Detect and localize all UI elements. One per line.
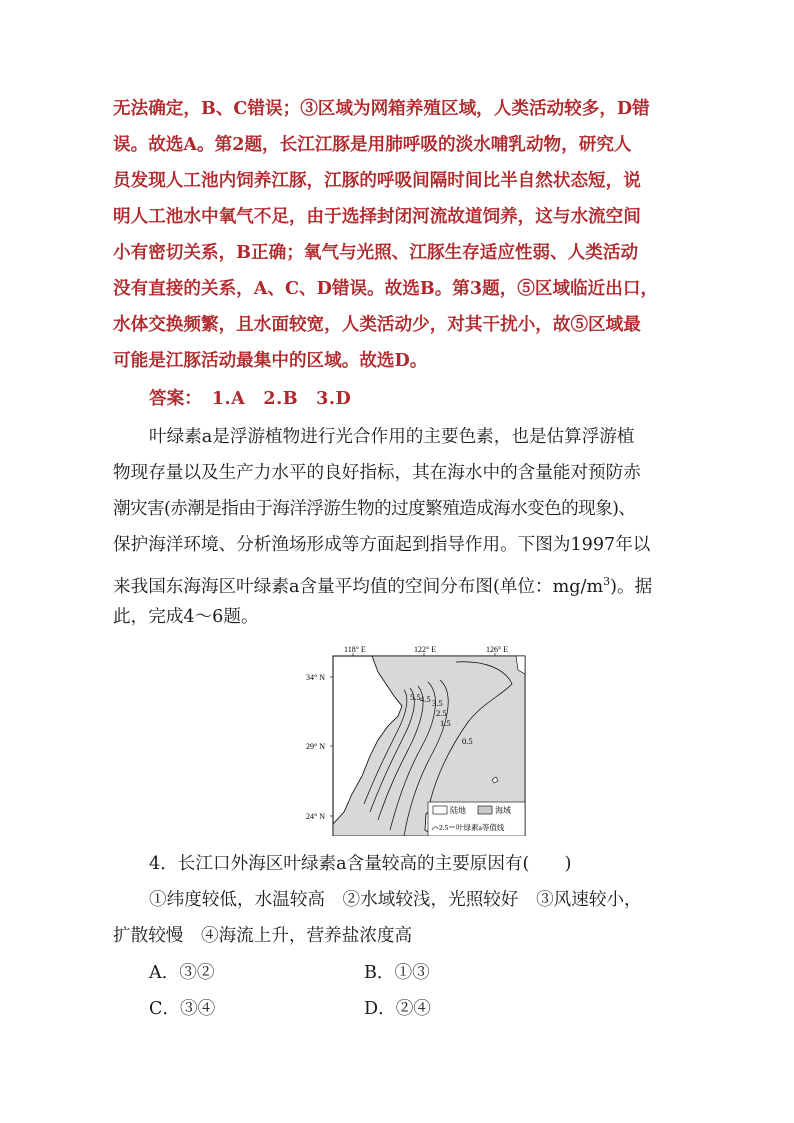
legend-land-swatch: [433, 806, 447, 814]
answer-item: 1.A: [211, 388, 246, 409]
superscript: 3: [603, 575, 611, 588]
intro-line: 叶绿素a是浮游植物进行光合作用的主要色素，也是估算浮游植: [149, 427, 635, 447]
lon-label: 122° E: [414, 645, 437, 654]
answer-item: 3.D: [316, 388, 352, 409]
explanation-line: 明人工池水中氧气不足，由于选择封闭河流故道饲养，这与水流空间: [113, 206, 641, 227]
contour-value: 1.5: [440, 718, 451, 728]
answer-line: [149, 383, 369, 415]
answer-label: 答案：: [149, 388, 202, 409]
contour-value: 2.5: [436, 708, 447, 718]
intro-line: 物现存量以及生产力水平的良好指标，其在海水中的含量能对预防赤: [113, 463, 641, 483]
legend-sea-label: 海域: [495, 806, 511, 815]
answer-item: 2.B: [263, 388, 299, 409]
legend-sea-swatch: [478, 806, 492, 814]
legend-contour-value: 2.5: [439, 823, 449, 832]
lat-label: 29° N: [306, 742, 325, 751]
explanation-line: 无法确定，B、C错误；③区域为网箱养殖区域，人类活动较多，D错: [113, 98, 650, 119]
explanation-line: 没有直接的关系，A、C、D错误。故选B。第3题，⑤区域临近出口，: [113, 278, 659, 299]
legend-contour-label: 叶绿素a等值线: [456, 823, 505, 832]
option-c[interactable]: C．③④: [149, 999, 216, 1019]
intro-line: 保护海洋环境、分析渔场形成等方面起到指导作用。下图为1997年以: [113, 535, 651, 555]
option-b[interactable]: B．①③: [364, 963, 430, 983]
explanation-line: 员发现人工池内饲养江豚，江豚的呼吸间隔时间比半自然状态短，说: [113, 170, 641, 191]
question-conditions: ①纬度较低，水温较高 ②水域较浅，光照较好 ③风速较小，: [149, 890, 642, 910]
explanation-line: 水体交换频繁，且水面较宽，人类活动少，对其干扰小，故⑤区域最: [113, 314, 641, 335]
contour-value: 4.5: [420, 694, 431, 704]
question-stem: 4．长江口外海区叶绿素a含量较高的主要原因有( ): [149, 854, 572, 874]
lat-label: 24° N: [306, 812, 325, 821]
map-legend: [428, 802, 525, 836]
lat-label: 34° N: [306, 673, 325, 682]
option-a[interactable]: A．③②: [149, 963, 215, 983]
intro-line: 潮灾害(赤潮是指由于海洋浮游生物的过度繁殖造成海水变色的现象)、: [113, 499, 636, 519]
intro-text: 来我国东海海区叶绿素a含量平均值的空间分布图(单位：mg/m: [113, 576, 604, 597]
contour-value: 0.5: [462, 736, 473, 746]
intro-line: 此，完成4～6题。: [113, 607, 259, 627]
contour-value: 5.5: [410, 692, 421, 702]
contour-value: 3.5: [432, 698, 443, 708]
answer-values: [212, 388, 369, 409]
chlorophyll-map-figure: [306, 644, 532, 836]
question-conditions: 扩散较慢 ④海流上升，营养盐浓度高: [113, 926, 413, 946]
legend-land-label: 陆地: [450, 806, 466, 815]
explanation-line: 可能是江豚活动最集中的区域。故选D。: [113, 350, 428, 371]
lon-label: 118° E: [344, 645, 366, 654]
explanation-line: 小有密切关系，B正确；氧气与光照、江豚生存适应性弱、人类活动: [113, 242, 639, 263]
lon-label: 126° E: [486, 645, 509, 654]
explanation-line: 误。故选A。第2题，长江江豚是用肺呼吸的淡水哺乳动物，研究人: [113, 134, 632, 155]
option-d[interactable]: D．②④: [364, 999, 431, 1019]
intro-text: )。据: [610, 576, 653, 597]
